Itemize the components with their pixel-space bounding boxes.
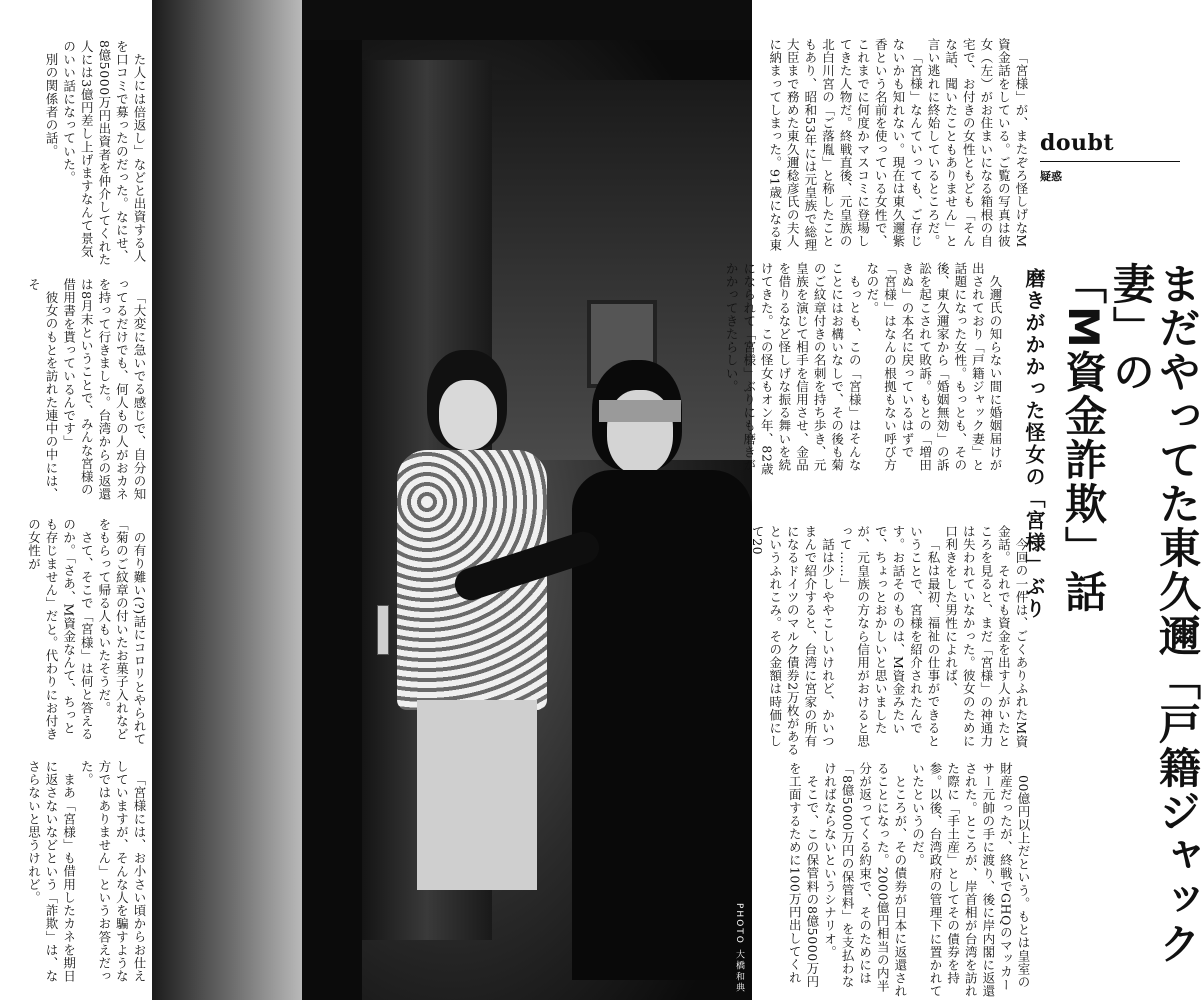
headline-line-1: まだやってた東久邇「戸籍ジャック妻」の xyxy=(1107,262,1202,966)
paragraph: 別の関係者の話。 xyxy=(44,52,60,158)
article-block-left-top xyxy=(14,40,148,268)
article-block-left-bottom-a xyxy=(14,518,148,746)
photo-credit: PHOTO 大橋和典 xyxy=(734,903,744,994)
subheadline: 磨きがかかった怪女の「宮様」ぶり xyxy=(1022,268,1046,620)
article-block-right-bottom xyxy=(750,525,1030,757)
woman-left-figure xyxy=(397,350,547,890)
paragraph: まあ「宮様」も借用したカネを期日に返さないなどという「詐欺」は、なさらないと思うけれど。 xyxy=(26,760,77,983)
paragraph: た人には倍返し」などと出資する人を口コミで募ったのだった。なにせ、8億5000万円出資者を仲介してくれた人には3億円差し上げますなんて景気のいい話になっていた。 xyxy=(61,40,147,267)
paragraph: 「大変に急いでる感じで、自分の知ってるだけでも、何人もの人がおカネを持って行きました。台湾からの返還は8月末ということで、みんな宮様の借用書を貰っているんです」 xyxy=(61,278,147,501)
paragraph: もっとも、この「宮様」はそんなことにはお構いなしで、その後も菊のご紋章付きの名刺を持ち歩き、元皇族を演じて相手を信用させ、金品を借りるなど怪しげな振る舞いを続けてきた。この怪女もオン年、82歳になられて「宮様」ぶりにも磨きがかかってきたらしい。 xyxy=(724,262,863,476)
paragraph: ところが、その債券が日本に返還されることになった。2000億円相当の内半分が返ってくる約束で、そのためには「8億5000万円の保管料」を支払わなければならないというシナリオ。 xyxy=(822,762,908,998)
article-photo xyxy=(152,0,752,1000)
paragraph: 話は少しややこしいけれど、かいつまんで紹介すると、台湾に宮家の所有になるドイツのマルク債券2万枚があるというふれこみ。その金額は時価にして20 xyxy=(750,525,836,757)
paragraph: の有り難い(?)話にコロリとやられて「菊のご紋章の付いたお菓子入れなどをもらって帰る人もいたそうだ。 xyxy=(96,518,147,746)
privacy-eye-bar xyxy=(599,400,681,422)
paragraph: 「宮様には、お小さい頃からお仕えしていますが、そんな人を騙すような方ではありません」というお答えだった。 xyxy=(79,760,147,983)
paragraph: 久邇氏の知らない間に婚姻届けが出されており「戸籍ジャック妻」と話題になった女性。もっとも、その後、東久邇家から「婚姻無効」の訴訟を起こされて敗訴。もとの「増田きぬ」の本名に戻っているはずで「宮様」はなんの根拠もない呼び方なのだ。 xyxy=(864,262,1003,472)
door-frame xyxy=(152,0,302,1000)
paragraph: 彼女のもとを訪れた連中の中には、そ xyxy=(26,278,60,501)
paragraph: そこで、この保管料の8億5000万円を工面するために100万円出してくれ xyxy=(787,762,820,988)
section-label-jp: 疑惑 xyxy=(1040,170,1062,183)
paragraph: 「宮様」が、またぞろ怪しげなM資金話をしている。ご覧の写真は彼女（左）がお住まいになる箱根の自宅で、お付きの女性ともども「そんな話、聞いたこともありません」と言い逃れに終始しているところだ。 xyxy=(926,38,1029,248)
paragraph: さて、そこで「宮様」は何と答えるのか。「さあ、M資金なんて、ちっとも存じません」だと。代わりにお付きの女性が xyxy=(26,518,95,741)
article-block-left-bottom-b xyxy=(14,760,148,992)
door-handle xyxy=(377,605,389,655)
headline-line-2: 「M資金詐欺」話 xyxy=(1059,262,1108,614)
paragraph: 00億円以上だという。もとは皇室の財産だったが、終戦でGHQのマッカーサー元帥の手に渡り、後に岸内閣に返還された。ところが、岸首相が台湾を訪れた際に「手土産」としてその債券を持参。以後、台湾政府の管理下に置かれていたというのだ。 xyxy=(910,762,1031,998)
article-block-left-mid xyxy=(14,278,148,506)
article-block-mid-bottom xyxy=(760,762,1032,998)
section-rule xyxy=(1040,161,1180,162)
paragraph: 今回の一件は、ごくありふれたM資金話。それでも資金を出す人がいたところを見ると、まだ「宮様」の神通力は失われていなかった。彼女のために口利きをした男性によれば、 xyxy=(943,525,1029,748)
article-block-right-mid xyxy=(724,262,1004,480)
section-label xyxy=(1040,128,1180,188)
article-block-right-top xyxy=(758,38,1030,253)
paragraph: 「私は最初、福祉の仕事ができるということで、宮様を紹介されたんです。お話そのものは、M資金みたいで、ちょっとおかしいと思いましたが、元皇族の方なら信用がおけると思って……」 xyxy=(838,525,942,748)
section-label-en: doubt xyxy=(1040,130,1115,156)
paragraph: 「宮様」なんていっても、ご存じないかも知れない。現在は東久邇紫香という名前を使っている女性で、これまでに何度かマスコミに登場してきた人物だ。終戦直後、元皇族の北白川宮の「ご落胤」と称したこともあり、昭和53年には元皇族で総理大臣まで務めた東久邇稔彦氏の夫人に納まってしまった。91歳になる東 xyxy=(767,38,924,252)
